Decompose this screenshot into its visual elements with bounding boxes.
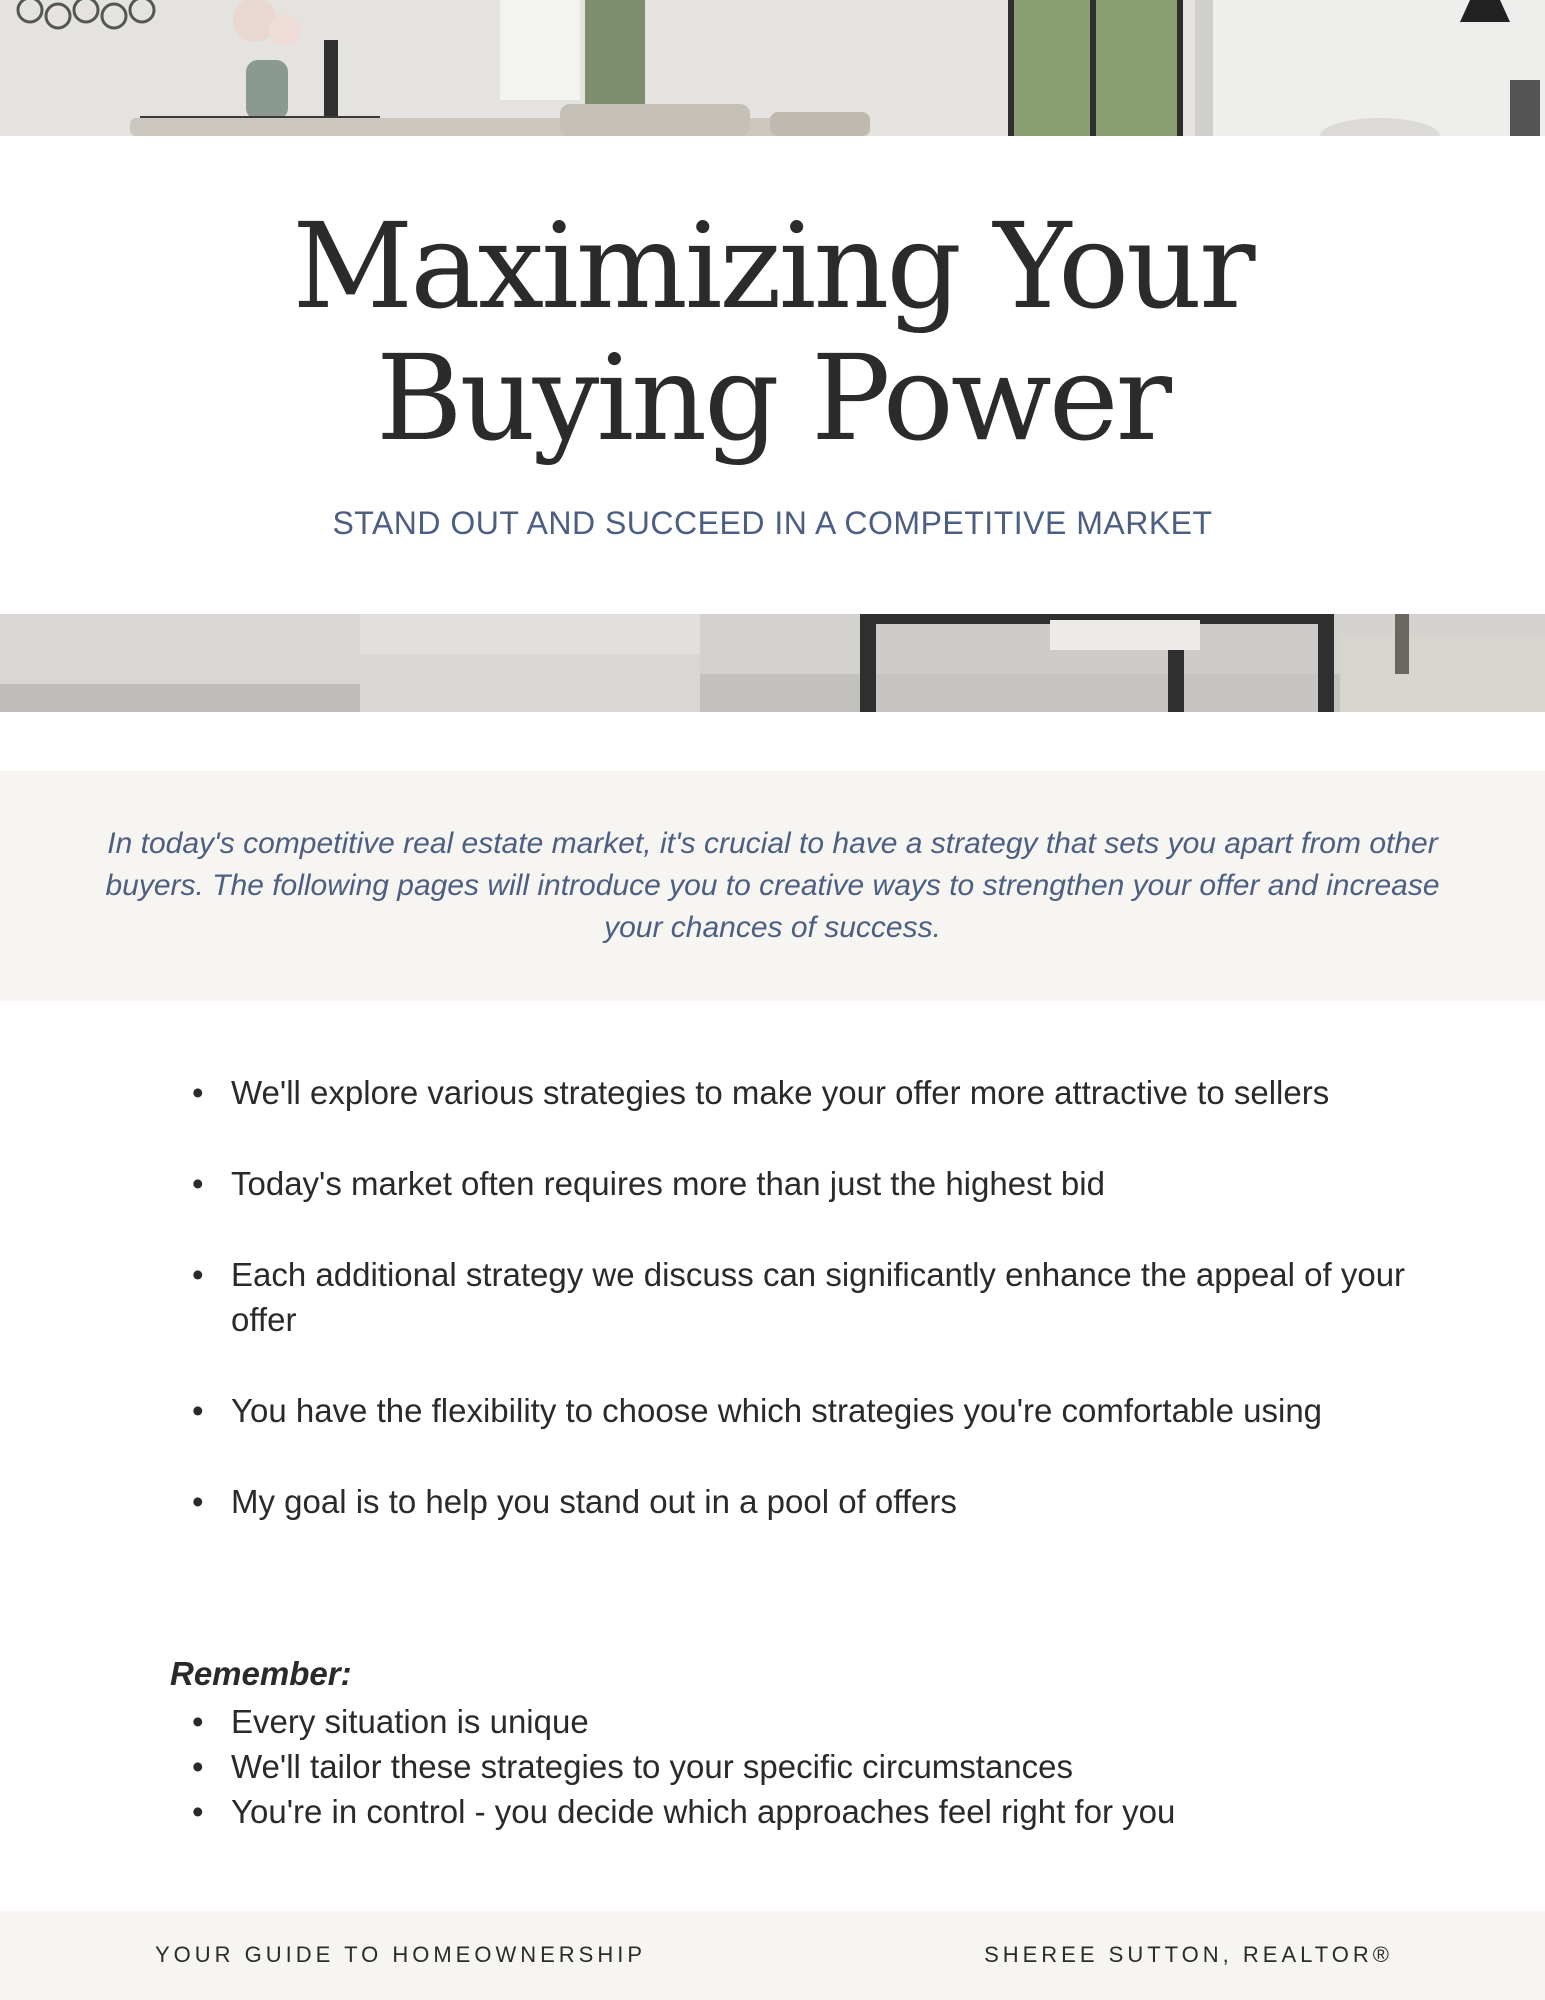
remember-list: [170, 1699, 1430, 1834]
header-photo: [0, 0, 1545, 136]
list-item: • Today's market often requires more than just the highest bid: [170, 1161, 1430, 1206]
title-line-2: Buying Power: [375, 329, 1170, 467]
strategy-bullet-list: [170, 1070, 1430, 1570]
footer-realtor-name: SHEREE SUTTON, REALTOR®: [984, 1942, 1393, 1967]
page-footer: [0, 1911, 1545, 2000]
intro-text: In today's competitive real estate market, it's crucial to have a strategy that sets you apart from other buyers. The following pages will introduce you to creative ways to strengthen your offer and increase your chances of success.: [105, 827, 1440, 944]
list-item: • My goal is to help you stand out in a pool of offers: [170, 1479, 1430, 1524]
list-item: • We'll tailor these strategies to your specific circumstances: [170, 1744, 1430, 1789]
living-room-photo-bottom: [0, 614, 1545, 712]
list-item: • You're in control - you decide which approaches feel right for you: [170, 1789, 1430, 1834]
footer-guide-title: YOUR GUIDE TO HOMEOWNERSHIP: [155, 1942, 647, 1967]
intro-section: [0, 771, 1545, 1001]
living-room-photo-top: [0, 0, 1545, 136]
header-photo-lower: [0, 614, 1545, 712]
list-item: • Each additional strategy we discuss can significantly enhance the appeal of your offer: [170, 1252, 1430, 1342]
page-title: [0, 197, 1545, 467]
remember-heading: Remember:: [170, 1655, 352, 1692]
page-subtitle: STAND OUT AND SUCCEED IN A COMPETITIVE MARKET: [332, 505, 1213, 541]
title-line-1: Maximizing Your: [292, 197, 1253, 335]
list-item: • You have the flexibility to choose which strategies you're comfortable using: [170, 1388, 1430, 1433]
list-item: • We'll explore various strategies to make your offer more attractive to sellers: [170, 1070, 1430, 1115]
list-item: • Every situation is unique: [170, 1699, 1430, 1744]
